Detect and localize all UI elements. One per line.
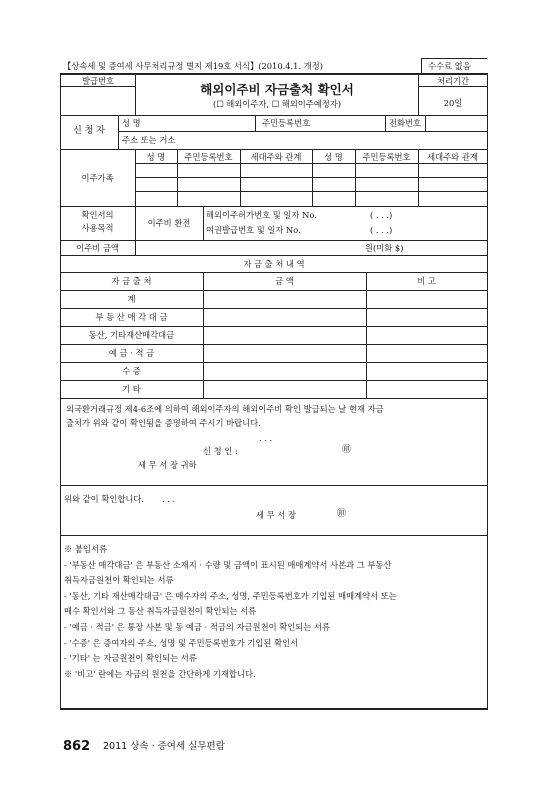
- official-seal-mark: ㊞: [337, 509, 347, 519]
- purpose-type: 이주비 환전: [147, 218, 191, 228]
- sources-col-1: [203, 272, 204, 398]
- sources-row-label: 동산, 기타재산매각대금: [88, 330, 175, 340]
- period-label: 처리기간: [436, 76, 470, 86]
- issue-no-underline: [60, 86, 136, 87]
- sources-title-line: [60, 255, 488, 256]
- period-value: 20일: [443, 98, 463, 108]
- fee-box-top: [421, 58, 487, 59]
- sources-row-label: 계: [127, 294, 136, 304]
- form-title: 해외이주비 자금출처 확인서: [200, 82, 354, 97]
- sources-col-2: [366, 272, 367, 398]
- frame-bottom: [60, 708, 488, 710]
- frame-top: [60, 73, 488, 75]
- family-header: 주민등록번호: [184, 152, 233, 162]
- book-title: 2011 상속 · 증여세 실무편람: [103, 741, 225, 752]
- frame-right: [487, 73, 488, 709]
- seal-mark: ㊞: [342, 445, 352, 455]
- confirmation-top-line: [60, 485, 488, 486]
- applicant-address-label: 주소 또는 거소: [122, 135, 176, 145]
- amount-label: 이주비 금액: [76, 243, 119, 253]
- sources-row-label: 부 동 산 매 각 대 금: [95, 312, 168, 322]
- statement-top-line: [60, 398, 488, 399]
- sources-header-line: [60, 272, 488, 273]
- fee-box-divider: [421, 58, 422, 73]
- notes-item: 취득자금원천이 확인되는 서류: [64, 575, 174, 585]
- sources-row-line-3: [60, 326, 488, 327]
- applicant-phone-label: 전화번호: [389, 118, 422, 128]
- statement-applicant: 신 청 인 :: [203, 446, 238, 456]
- issue-no-label: 발급번호: [81, 76, 115, 86]
- amount-divider: [135, 240, 136, 255]
- purpose-permit-date: ( . . .): [370, 210, 393, 220]
- purpose-label-line1: 확인서의: [81, 210, 114, 220]
- confirmation-text: 위와 같이 확인합니다.: [64, 494, 145, 504]
- form-subtitle: (☐ 해외이주자, ☐ 해외이주예정자): [212, 99, 342, 109]
- family-header: 주민등록번호: [362, 152, 411, 162]
- confirmation-date: . . .: [162, 494, 176, 504]
- sources-col-note: 비 고: [417, 276, 436, 286]
- notes-title: ※ 붙임서류: [64, 544, 107, 554]
- purpose-top-line: [60, 206, 488, 207]
- purpose-type-divider: [203, 206, 204, 240]
- family-header: 세대주와 관계: [250, 152, 302, 162]
- notes-footnote: ※ '비고' 란에는 자금의 원천을 간단하게 기재합니다.: [64, 669, 256, 679]
- sources-row-line-5: [60, 362, 488, 363]
- statement-line-1: 외국환거래규정 제4-6조에 의하여 해외이주자의 해외이주비 확인 발급되는 날 현재 자금: [66, 404, 384, 414]
- applicant-name-label: 성 명: [122, 118, 141, 128]
- notes-item: - '수증' 은 증여자의 주소, 성명 및 주민등록번호가 기입된 확인서: [64, 638, 299, 648]
- fee-note: 수수료 없음: [428, 61, 471, 71]
- applicant-rrn-label: 주민등록번호: [262, 118, 311, 128]
- sources-col-amount: 금 액: [275, 276, 294, 286]
- form-reference: 【상속세 및 증여세 사무처리규정 별지 제19호 서식】(2010.4.1. 개정): [63, 61, 323, 71]
- purpose-passport-line: 여권발급번호 및 일자 No.: [206, 225, 301, 235]
- applicant-top-line: [60, 115, 488, 116]
- sources-row-line-6: [60, 380, 488, 381]
- statement-line-2: 출처가 위와 같이 확인됨을 증명하여 주시기 바랍니다.: [66, 418, 261, 428]
- purpose-permit-line: 해외이주허가번호 및 일자 No.: [206, 210, 317, 220]
- applicant-label-divider: [118, 115, 119, 149]
- family-label: 이주가족: [81, 173, 114, 183]
- sources-col-source: 자 금 출 처: [111, 276, 152, 286]
- notes-item: 매수 확인서와 그 동산 취득자금원천이 확인되는 서류: [64, 606, 257, 616]
- notes-top-line: [60, 535, 488, 536]
- notes-item: - '기타' 는 자금원천이 확인되는 서류: [64, 653, 197, 663]
- confirmation-official: 세 무 서 장: [256, 510, 296, 520]
- purpose-passport-date: ( . . .): [370, 225, 393, 235]
- sources-section-title: 자 금 출 처 내 역: [243, 259, 305, 269]
- sources-row-line-1: [60, 290, 488, 291]
- applicant-label: 신 청 자: [73, 126, 105, 136]
- statement-addressee: 세 무 서 장 귀하: [138, 460, 197, 470]
- family-header: 성 명: [324, 152, 343, 162]
- notes-item: - '동산, 기타 재산매각대금' 은 매수자의 주소, 성명, 주민등록번호가 기입된 매매계약서 또는: [64, 591, 397, 601]
- sources-row-line-4: [60, 344, 488, 345]
- notes-item: - '예금 · 적금' 은 통장 사본 및 동 예금 · 적금의 자금원천이 확인되는 서류: [64, 622, 330, 632]
- purpose-label-line2: 사용목적: [81, 223, 114, 233]
- family-top-line: [60, 149, 488, 150]
- sources-row-label: 기 타: [122, 384, 141, 394]
- statement-date: . . .: [259, 433, 273, 443]
- rrn-divider: [255, 115, 256, 131]
- family-header: 세대주와 관계: [427, 152, 478, 162]
- phone-value-divider: [425, 115, 426, 131]
- sources-row-line-2: [60, 308, 488, 309]
- sources-row-label: 수 증: [122, 366, 141, 376]
- phone-divider: [385, 115, 386, 131]
- notes-item: - '부동산 매각대금' 은 부동산 소재지 · 수량 및 금액이 표시된 매매계약서 사본과 그 부동산: [64, 560, 392, 570]
- period-underline: [418, 86, 488, 87]
- sources-row-label: 예 금 · 적 금: [108, 348, 155, 358]
- applicant-mid-line: [118, 131, 488, 132]
- amount-top-line: [60, 240, 488, 241]
- page-number: 862: [63, 739, 91, 754]
- amount-value: 원(미화 $): [365, 243, 404, 253]
- family-header: 성 명: [146, 152, 166, 162]
